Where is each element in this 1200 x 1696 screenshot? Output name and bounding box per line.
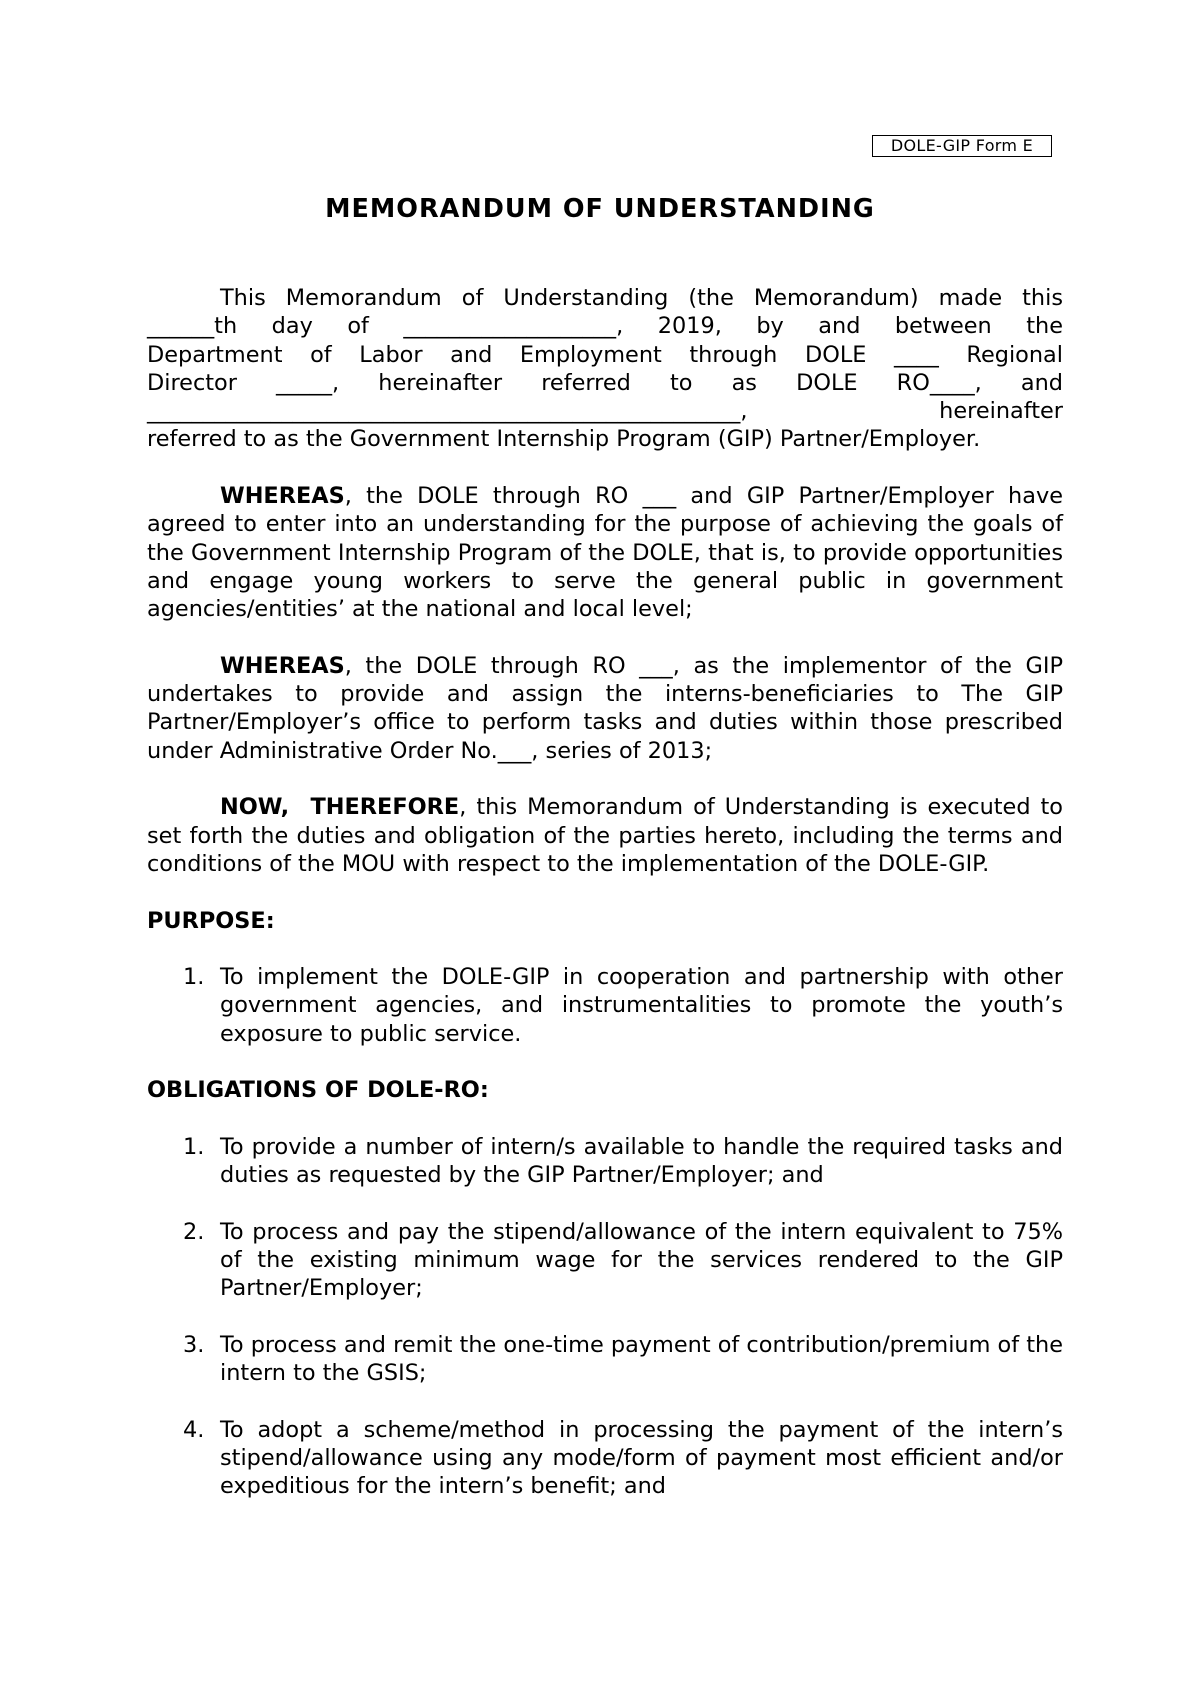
obligation-item-number: 4. <box>183 1416 205 1443</box>
intro-line-1: This Memorandum of Understanding (the Memorandum) made this <box>220 285 1063 311</box>
intro-paragraph <box>147 284 1063 454</box>
obligation-item-text: To adopt a scheme/method in processing the payment of the intern’s stipend/allowance using any mode/form of payment most efficient and/or expeditious for the intern’s benefit; and <box>220 1416 1063 1500</box>
obligation-item <box>147 1331 1063 1388</box>
whereas-lead-2: WHEREAS <box>220 652 345 679</box>
obligation-item <box>147 1133 1063 1190</box>
now-therefore-text: , this Memorandum of Understanding is executed to set forth the duties and obligation of the parties hereto, including the terms and conditions of the MOU with respect to the implementation of the DOLE-GIP. <box>147 794 1063 877</box>
intro-line-6: referred to as the Government Internship Program (GIP) Partner/Employer. <box>147 426 981 453</box>
obligation-item-number: 3. <box>183 1331 205 1358</box>
intro-line-2: ______th day of ___________________, 2019, by and between the <box>147 313 1063 340</box>
obligation-item-number: 1. <box>183 1133 205 1160</box>
form-label-box: DOLE-GIP Form E <box>872 135 1052 157</box>
obligation-item <box>147 1416 1063 1501</box>
whereas-text-2: , the DOLE through RO ___, as the implementor of the GIP undertakes to provide and assign the interns-beneficiaries to The GIP Partner/Employer’s office to perform tasks and duties within those prescribed under Administrative Order No.___, series of 2013; <box>147 652 1063 764</box>
purpose-item-number: 1. <box>183 964 205 991</box>
document-body <box>147 284 1063 1529</box>
whereas-text-1: , the DOLE through RO ___ and GIP Partner/Employer have agreed to enter into an understanding for the purpose of achieving the goals of the Government Internship Program of the DOLE, that is, to provide opportunities and engage young workers to serve the general public in government agencies/entities’ at the national and local level; <box>147 483 1063 623</box>
obligations-heading: OBLIGATIONS OF DOLE-RO: <box>147 1077 489 1104</box>
intro-line-5: _____________________________________________________, hereinafter <box>147 398 1063 425</box>
whereas-paragraph-2 <box>147 652 1063 765</box>
document-title: MEMORANDUM OF UNDERSTANDING <box>325 194 875 224</box>
now-therefore-paragraph <box>147 793 1063 878</box>
obligation-item <box>147 1218 1063 1303</box>
whereas-paragraph-1 <box>147 482 1063 623</box>
whereas-lead-1: WHEREAS <box>220 483 345 510</box>
obligation-item-text: To provide a number of intern/s available to handle the required tasks and duties as requested by the GIP Partner/Employer; and <box>220 1133 1063 1189</box>
obligation-item-text: To process and pay the stipend/allowance of the intern equivalent to 75% of the existing minimum wage for the services rendered to the GIP Partner/Employer; <box>220 1218 1063 1302</box>
obligation-item-number: 2. <box>183 1218 205 1245</box>
now-therefore-lead: NOW, THEREFORE <box>220 794 460 821</box>
intro-line-4: Director _____, hereinafter referred to as DOLE RO____, and <box>147 369 1063 396</box>
obligation-item-text: To process and remit the one-time payment of contribution/premium of the intern to the GSIS; <box>220 1331 1063 1387</box>
purpose-item <box>147 963 1063 1048</box>
intro-line-3: Department of Labor and Employment through DOLE ____ Regional <box>147 341 1063 368</box>
purpose-item-text: To implement the DOLE-GIP in cooperation and partnership with other government agencies, and instrumentalities to promote the youth’s exposure to public service. <box>220 964 1063 1047</box>
purpose-heading: PURPOSE: <box>147 907 275 934</box>
